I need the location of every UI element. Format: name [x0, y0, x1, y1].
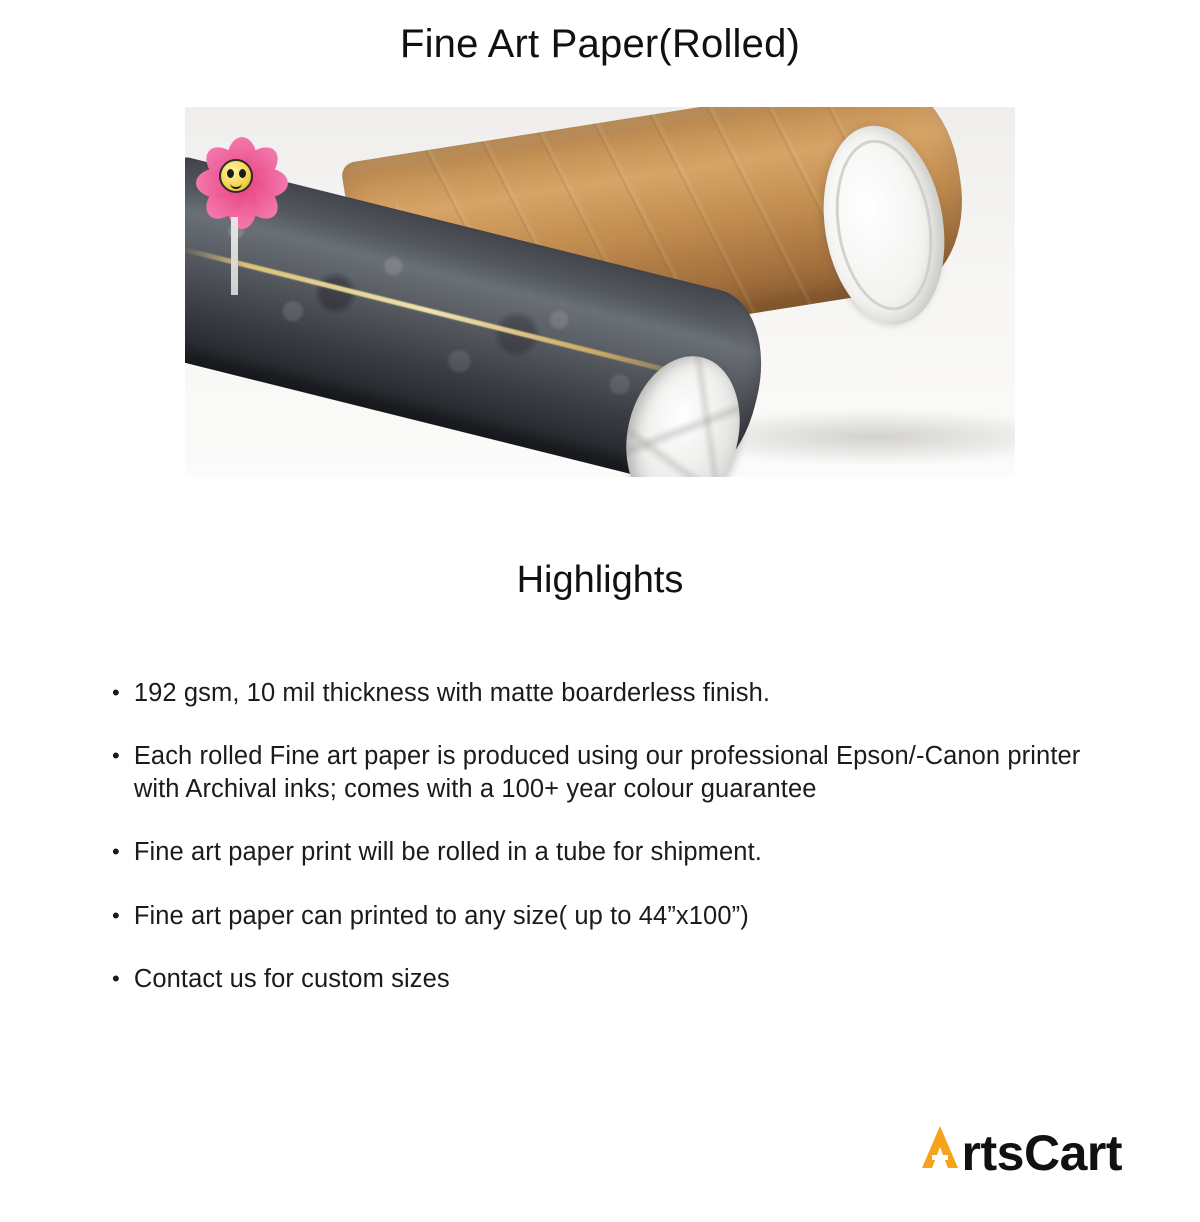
flower-stem — [231, 217, 238, 295]
bullet-icon: • — [112, 902, 120, 928]
list-item-text: 192 gsm, 10 mil thickness with matte boarderless finish. — [133, 679, 771, 707]
bullet-icon: • — [112, 680, 120, 705]
product-photo — [185, 107, 1015, 477]
page-title: Fine Art Paper(Rolled) — [399, 22, 801, 66]
bullet-icon: • — [112, 743, 120, 769]
list-item — [112, 836, 1122, 869]
flower-eye-left — [227, 169, 234, 178]
artscart-a-icon — [920, 1124, 960, 1170]
list-item-text: Fine art paper print will be rolled in a tube for shipment. — [133, 838, 762, 867]
list-item — [112, 677, 1122, 710]
list-item — [112, 963, 1122, 996]
bullet-icon: • — [112, 839, 120, 865]
flower-artwork-icon — [185, 125, 295, 295]
bullet-icon: • — [112, 965, 120, 991]
list-item-text: Contact us for custom sizes — [133, 964, 450, 993]
flower-eye-right — [239, 169, 246, 178]
section-title-highlights: Highlights — [516, 558, 684, 601]
list-item — [112, 900, 1122, 933]
brand-logo — [920, 1124, 1122, 1182]
brand-name: rtsCart — [961, 1125, 1122, 1181]
list-item — [112, 740, 1122, 806]
list-item-text: Fine art paper can printed to any size( up to 44”x100”) — [133, 901, 749, 930]
list-item-text: Each rolled Fine art paper is produced using our professional Epson/-Canon printer with Archival inks; comes with a 100+ year colour guarantee — [133, 742, 1081, 804]
product-photo-scene — [185, 107, 1015, 477]
highlights-list — [112, 677, 1122, 1026]
